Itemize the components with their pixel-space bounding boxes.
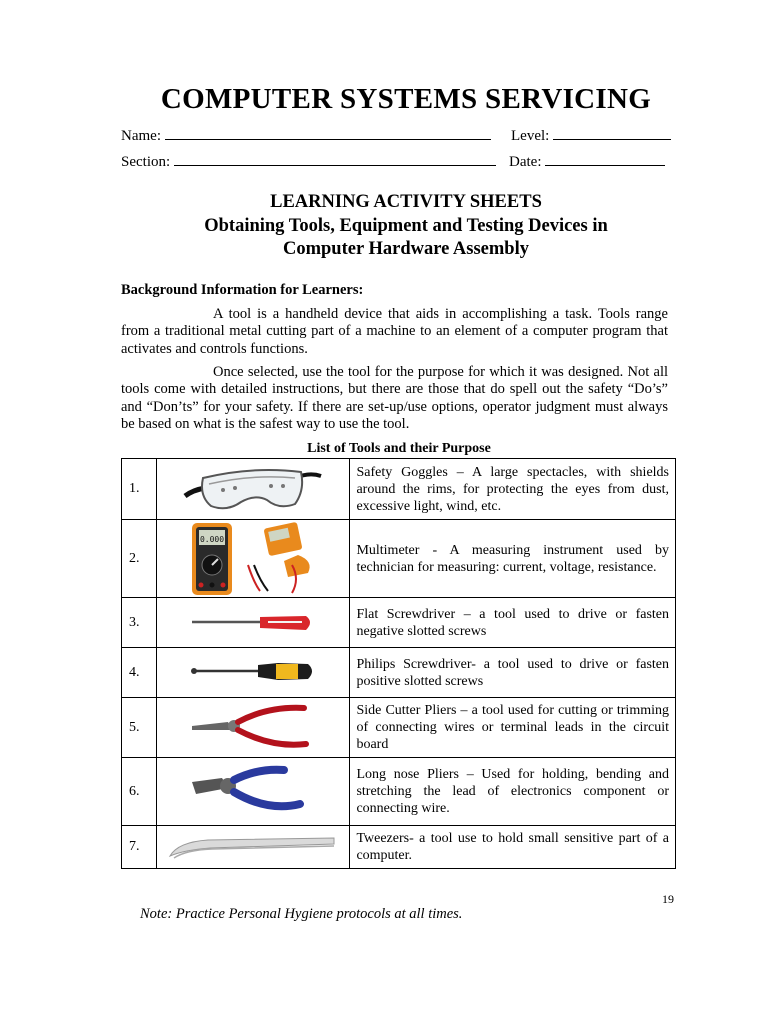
- philips-screwdriver-icon: [156, 648, 350, 698]
- name-input-line[interactable]: [165, 125, 491, 140]
- heading-subtitle-line1: Obtaining Tools, Equipment and Testing Devices in: [204, 216, 608, 236]
- table-row: [122, 459, 676, 520]
- name-field: [121, 125, 491, 145]
- row-description: Safety Goggles – A large spectacles, with shields around the rims, for protecting the eyes from dust, excessive light, wind, etc.: [350, 459, 676, 520]
- flat-screwdriver-icon: [156, 598, 350, 648]
- row-description: Tweezers- a tool use to hold small sensitive part of a computer.: [350, 826, 676, 869]
- level-label: Level:: [511, 128, 550, 144]
- long-nose-pliers-icon: [156, 758, 350, 826]
- row-number: 5.: [122, 698, 157, 758]
- background-heading: Background Information for Learners:: [121, 282, 364, 298]
- background-paragraph-1: [121, 306, 668, 358]
- row-description: Multimeter - A measuring instrument used by technician for measuring: current, voltage, resistance.: [350, 520, 676, 598]
- table-row: [122, 826, 676, 869]
- safety-goggles-icon: [156, 459, 350, 520]
- row-description: Philips Screwdriver- a tool used to drive or fasten positive slotted screws: [350, 648, 676, 698]
- level-field: [511, 125, 671, 145]
- date-field: [509, 151, 665, 171]
- level-input-line[interactable]: [553, 125, 671, 140]
- section-input-line[interactable]: [174, 151, 496, 166]
- table-row: [122, 520, 676, 598]
- paragraph-2-text: Once selected, use the tool for the purpose for which it was designed. Not all tools come with detailed instructions, but there are those that do spell out the safety “Do’s” and “Don’ts” for your safety. If there are set-up/use options, operator judgment must always be based on what is the safest way to use the tool.: [121, 364, 668, 432]
- page-number: 19: [662, 892, 674, 906]
- table-row: [122, 648, 676, 698]
- multimeter-display: 0.000: [200, 534, 225, 544]
- document-title: COMPUTER SYSTEMS SERVICING: [160, 83, 652, 115]
- row-description: Long nose Pliers – Used for holding, bending and stretching the lead of electronics component or connecting wire.: [350, 758, 676, 826]
- row-number: 4.: [122, 648, 157, 698]
- row-number: 6.: [122, 758, 157, 826]
- table-row: [122, 758, 676, 826]
- heading-subtitle-line2: Computer Hardware Assembly: [283, 239, 529, 259]
- paragraph-1-text: A tool is a handheld device that aids in accomplishing a task. Tools range from a traditional metal cutting part of a machine to an element of a computer program that activates and controls functions.: [121, 306, 668, 357]
- table-row: [122, 698, 676, 758]
- multimeter-icon: [156, 520, 350, 598]
- date-input-line[interactable]: [545, 151, 665, 166]
- tweezers-icon: [156, 826, 350, 869]
- date-label: Date:: [509, 154, 542, 170]
- row-description: Flat Screwdriver – a tool used to drive or fasten negative slotted screws: [350, 598, 676, 648]
- section-field: [121, 151, 496, 171]
- row-number: 7.: [122, 826, 157, 869]
- background-paragraph-2: [121, 364, 668, 433]
- hygiene-note: Note: Practice Personal Hygiene protocols at all times.: [140, 906, 463, 922]
- heading-learning-activity: LEARNING ACTIVITY SHEETS: [270, 192, 542, 212]
- row-description: Side Cutter Pliers – a tool used for cutting or trimming of connecting wires or terminal leads in the circuit board: [350, 698, 676, 758]
- name-label: Name:: [121, 128, 161, 144]
- row-number: 3.: [122, 598, 157, 648]
- tools-table: [121, 458, 676, 869]
- table-caption: List of Tools and their Purpose: [307, 441, 491, 456]
- side-cutter-pliers-icon: [156, 698, 350, 758]
- table-row: [122, 598, 676, 648]
- row-number: 1.: [122, 459, 157, 520]
- section-label: Section:: [121, 154, 171, 170]
- row-number: 2.: [122, 520, 157, 598]
